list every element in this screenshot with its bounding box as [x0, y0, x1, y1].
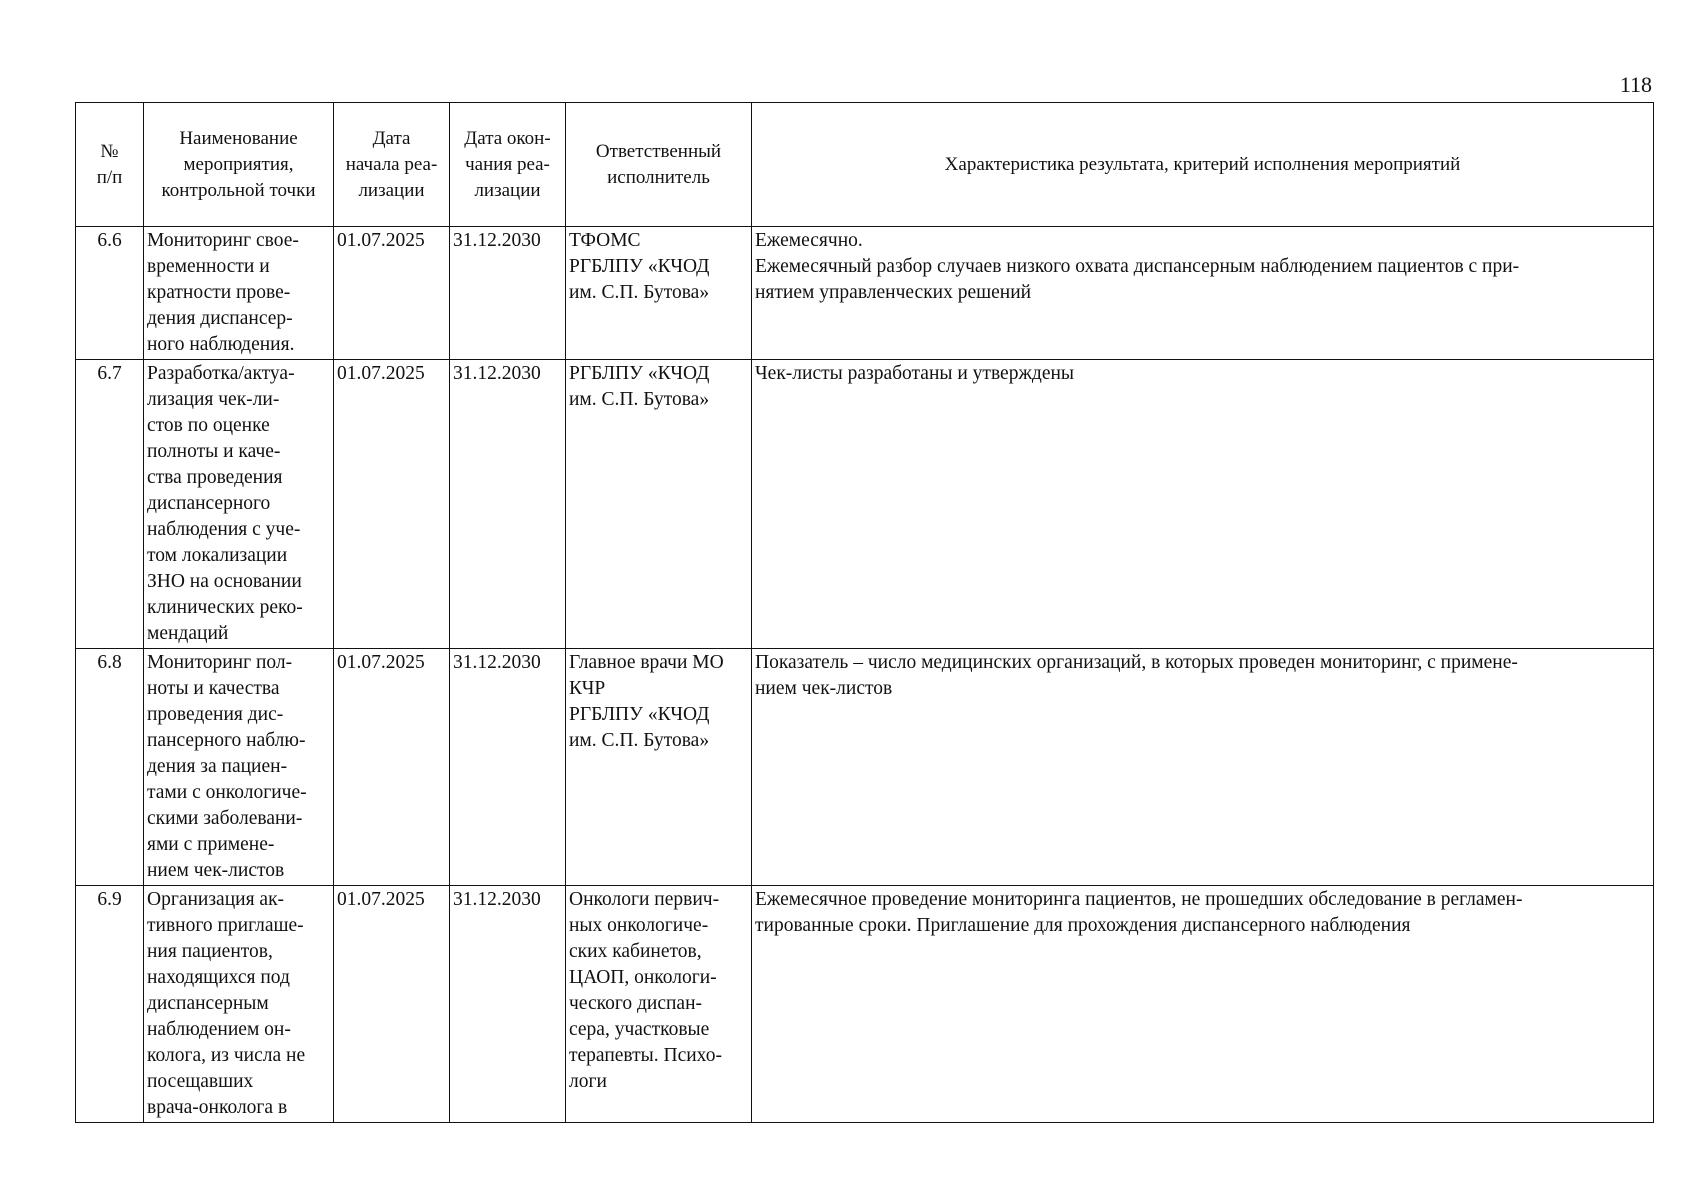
- row-start-date: 01.07.2025: [334, 649, 450, 886]
- table-header-row: [76, 103, 1654, 227]
- row-result: Показатель – число медицинских организаций, в которых проведен мониторинг, с примене- нием чек-листов: [752, 649, 1654, 886]
- row-num: 6.8: [76, 649, 144, 886]
- row-name: Мониторинг свое- временности и кратности прове- дения диспансер- ного наблюдения.: [144, 227, 334, 360]
- row-result: Ежемесячное проведение мониторинга пациентов, не прошедших обследование в регламен- тированные сроки. Приглашение для прохождения диспансерного наблюдения: [752, 886, 1654, 1123]
- header-result: Характеристика результата, критерий исполнения мероприятий: [752, 103, 1654, 227]
- header-responsible: Ответственный исполнитель: [566, 103, 752, 227]
- header-end-date: Дата окон- чания реа- лизации: [450, 103, 566, 227]
- table-row: [76, 360, 1654, 649]
- header-num: № п/п: [76, 103, 144, 227]
- row-end-date: 31.12.2030: [450, 227, 566, 360]
- row-start-date: 01.07.2025: [334, 227, 450, 360]
- header-start-date: Дата начала реа- лизации: [334, 103, 450, 227]
- row-responsible: РГБЛПУ «КЧОД им. С.П. Бутова»: [566, 360, 752, 649]
- table-row: [76, 649, 1654, 886]
- row-responsible: Онкологи первич- ных онкологиче- ских кабинетов, ЦАОП, онкологи- ческого диспан- сера, участковые терапевты. Психо- логи: [566, 886, 752, 1123]
- row-num: 6.6: [76, 227, 144, 360]
- row-name: Мониторинг пол- ноты и качества проведения дис- пансерного наблю- дения за пациен- тами с онкологиче- скими заболевани- ями с примене- нием чек-листов: [144, 649, 334, 886]
- row-start-date: 01.07.2025: [334, 360, 450, 649]
- row-end-date: 31.12.2030: [450, 649, 566, 886]
- row-name: Разработка/актуа- лизация чек-ли- стов по оценке полноты и каче- ства проведения диспансерного наблюдения с уче- том локализации ЗНО на основании клинических реко- мендаций: [144, 360, 334, 649]
- row-num: 6.9: [76, 886, 144, 1123]
- page-number: 118: [1619, 72, 1652, 97]
- row-name: Организация ак- тивного приглаше- ния пациентов, находящихся под диспансерным наблюдением он- колога, из числа не посещавших врача-онколога в: [144, 886, 334, 1123]
- row-responsible: Главное врачи МО КЧР РГБЛПУ «КЧОД им. С.П. Бутова»: [566, 649, 752, 886]
- table-row: [76, 886, 1654, 1123]
- row-end-date: 31.12.2030: [450, 360, 566, 649]
- row-result: Чек-листы разработаны и утверждены: [752, 360, 1654, 649]
- activities-table: [75, 102, 1654, 1123]
- table-row: [76, 227, 1654, 360]
- row-end-date: 31.12.2030: [450, 886, 566, 1123]
- row-result: Ежемесячно. Ежемесячный разбор случаев низкого охвата диспансерным наблюдением пациентов с при- нятием управленческих решений: [752, 227, 1654, 360]
- row-num: 6.7: [76, 360, 144, 649]
- row-responsible: ТФОМС РГБЛПУ «КЧОД им. С.П. Бутова»: [566, 227, 752, 360]
- row-start-date: 01.07.2025: [334, 886, 450, 1123]
- header-name: Наименование мероприятия, контрольной точки: [144, 103, 334, 227]
